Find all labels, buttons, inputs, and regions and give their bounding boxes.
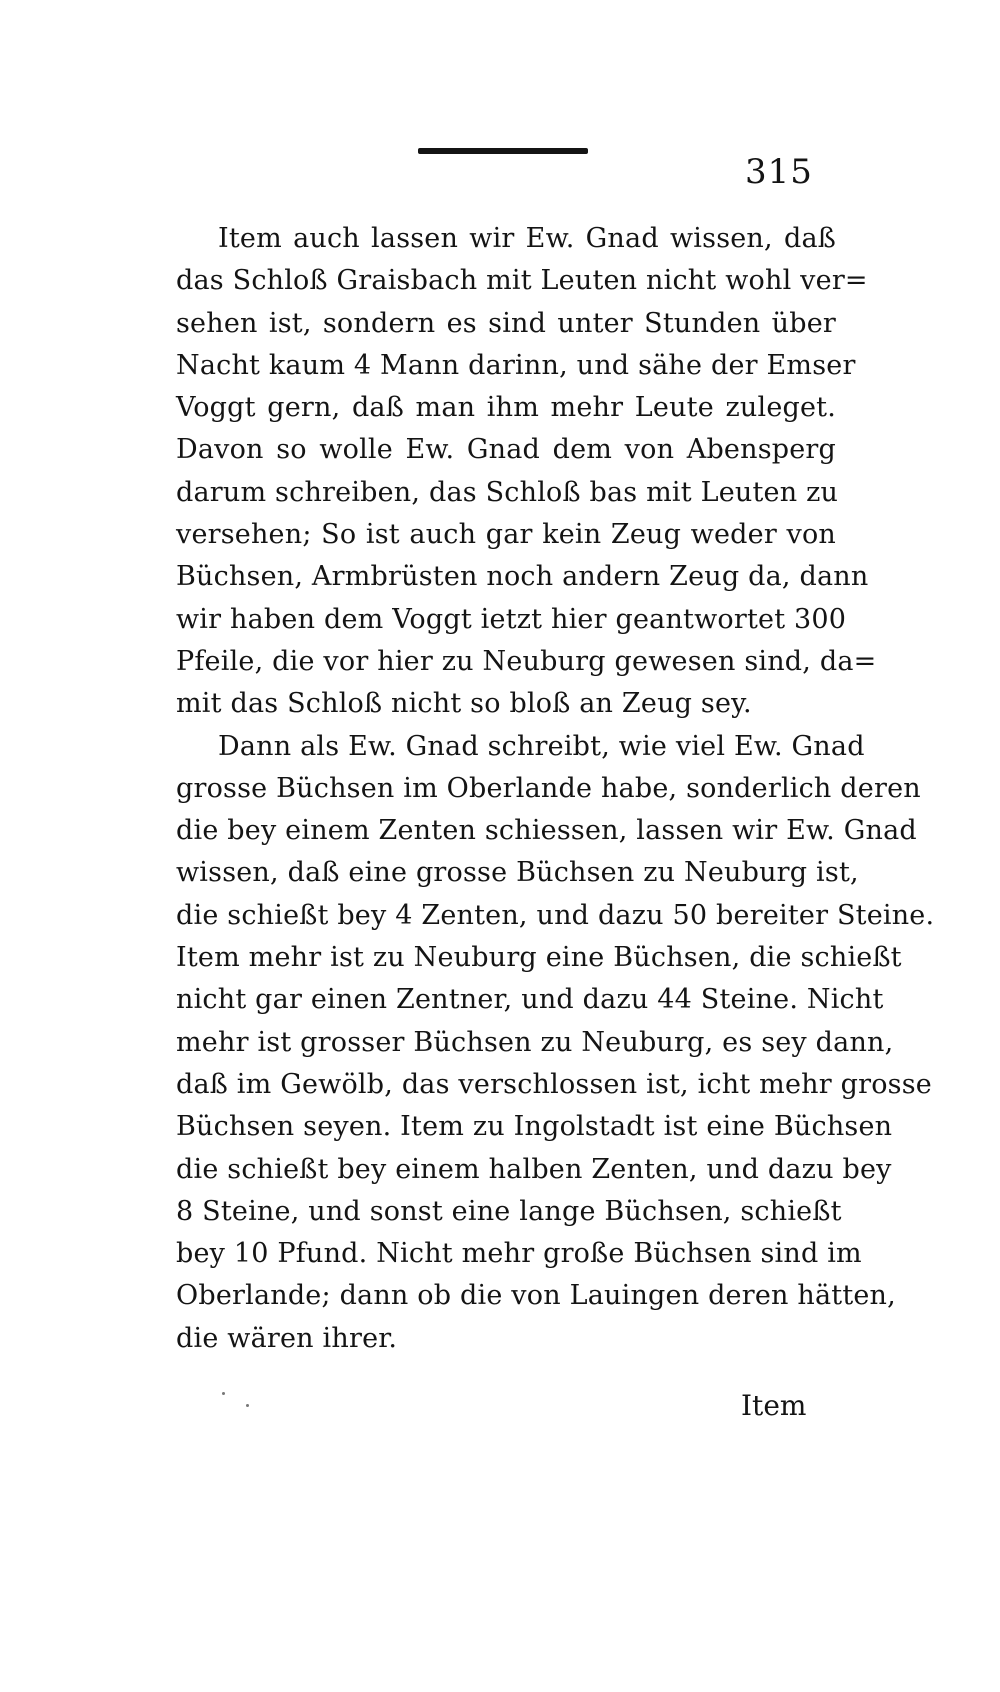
- text-line: Pfeile, die vor hier zu Neuburg gewesen sind, da=: [176, 645, 877, 677]
- text-line: Voggt gern, daß man ihm mehr Leute zuleget.: [176, 392, 836, 424]
- page-number: 315: [745, 152, 813, 192]
- paper-speck: [222, 1392, 225, 1395]
- text-line: wissen, daß eine grosse Büchsen zu Neuburg ist,: [176, 857, 859, 889]
- text-line: die schießt bey einem halben Zenten, und dazu bey: [176, 1153, 892, 1185]
- text-line: Büchsen, Armbrüsten noch andern Zeug da, dann: [176, 561, 869, 593]
- text-line: mit das Schloß nicht so bloß an Zeug sey.: [176, 688, 752, 720]
- catchword: Item: [741, 1389, 807, 1422]
- paper-speck: [246, 1404, 249, 1407]
- text-line: die wären ihrer.: [176, 1322, 398, 1354]
- text-line: nicht gar einen Zentner, und dazu 44 Steine. Nicht: [176, 984, 884, 1016]
- text-line: Davon so wolle Ew. Gnad dem von Abensperg: [176, 434, 836, 466]
- text-line: Büchsen seyen. Item zu Ingolstadt ist eine Büchsen: [176, 1111, 893, 1143]
- text-line: daß im Gewölb, das verschlossen ist, icht mehr grosse: [176, 1068, 932, 1100]
- paragraph-1: [176, 218, 877, 726]
- text-line: Item auch lassen wir Ew. Gnad wissen, daß: [218, 223, 836, 254]
- text-line: das Schloß Graisbach mit Leuten nicht wohl ver=: [176, 265, 868, 297]
- text-line: bey 10 Pfund. Nicht mehr große Büchsen sind im: [176, 1238, 862, 1270]
- body-text: [176, 218, 935, 1360]
- text-line: Item mehr ist zu Neuburg eine Büchsen, die schießt: [176, 942, 902, 974]
- text-line: Nacht kaum 4 Mann darinn, und sähe der Emser: [176, 349, 856, 381]
- text-line: wir haben dem Voggt ietzt hier geantwortet 300: [176, 603, 847, 635]
- text-line: Dann als Ew. Gnad schreibt, wie viel Ew. Gnad: [218, 730, 865, 762]
- text-line: sehen ist, sondern es sind unter Stunden über: [176, 307, 836, 339]
- text-line: 8 Steine, und sonst eine lange Büchsen, schießt: [176, 1195, 842, 1227]
- text-line: Oberlande; dann ob die von Lauingen deren hätten,: [176, 1280, 896, 1312]
- text-line: die bey einem Zenten schiessen, lassen wir Ew. Gnad: [176, 815, 917, 847]
- header-rule: [418, 148, 588, 154]
- text-line: versehen; So ist auch gar kein Zeug weder von: [176, 519, 836, 551]
- text-line: die schießt bey 4 Zenten, und dazu 50 bereiter Steine.: [176, 899, 935, 931]
- text-line: mehr ist grosser Büchsen zu Neuburg, es sey dann,: [176, 1026, 894, 1058]
- paragraph-2: [176, 726, 935, 1360]
- text-line: grosse Büchsen im Oberlande habe, sonderlich deren: [176, 772, 921, 804]
- text-line: darum schreiben, das Schloß bas mit Leuten zu: [176, 476, 839, 508]
